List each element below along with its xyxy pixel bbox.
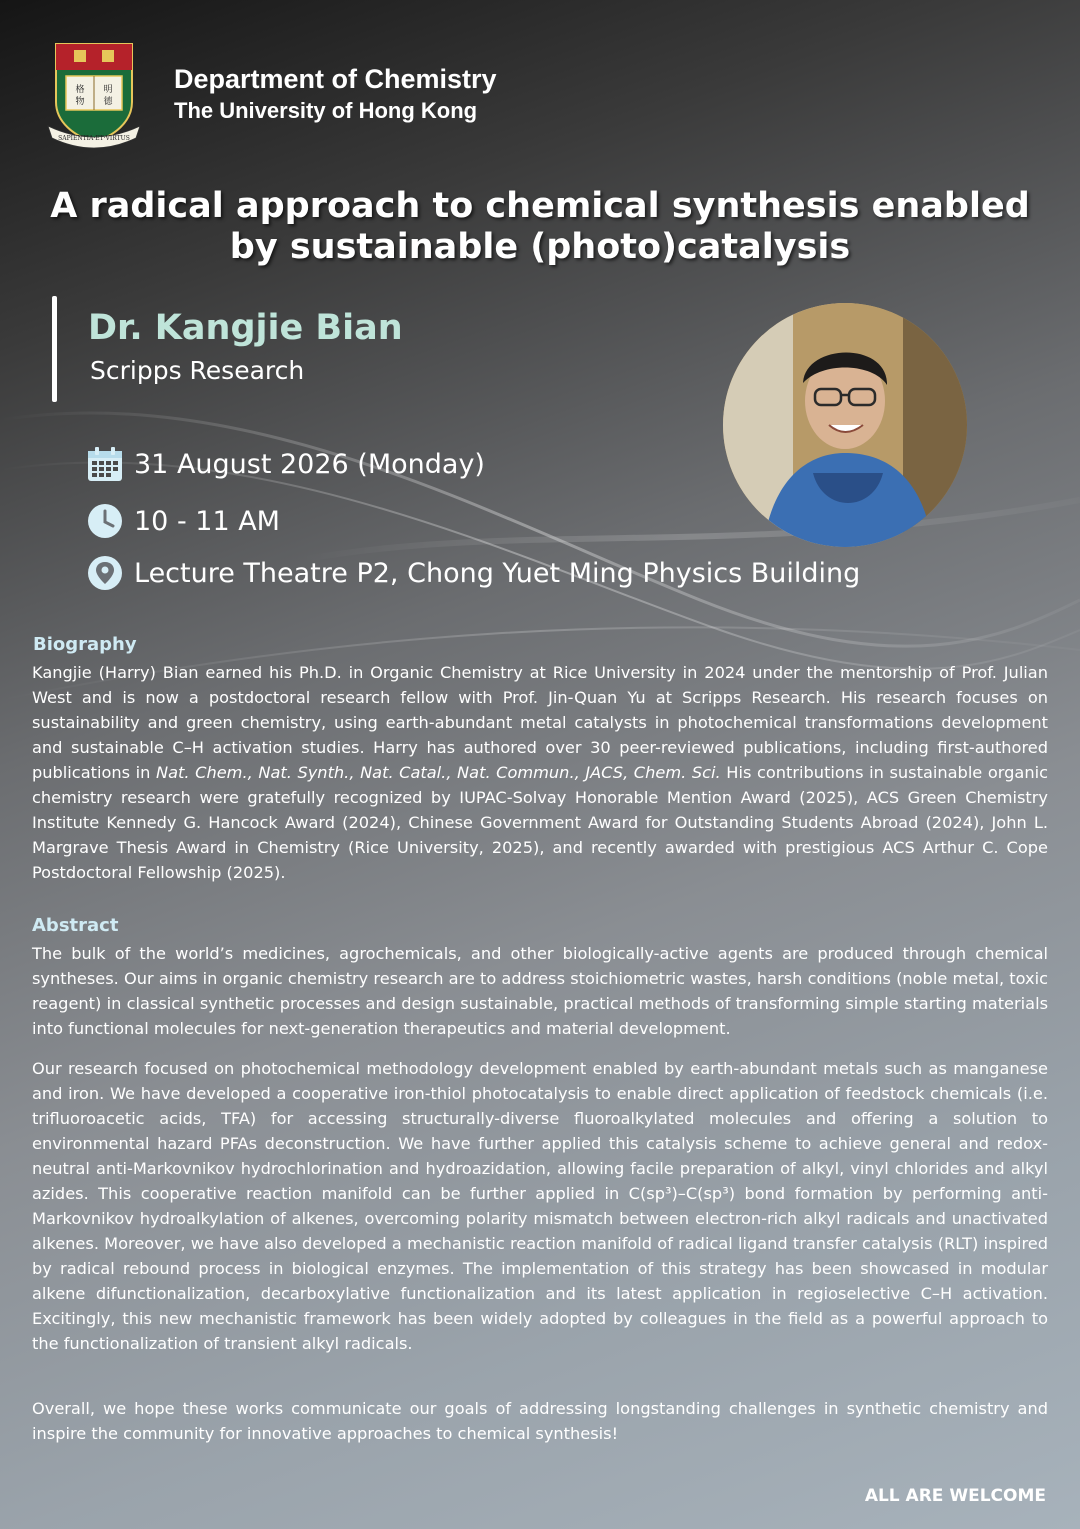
event-date-row xyxy=(86,445,485,483)
title-line-1: A radical approach to chemical synthesis enabled xyxy=(50,186,1030,226)
department-header xyxy=(174,62,497,126)
biography-part-1: Kangjie (Harry) Bian earned his Ph.D. in Organic Chemistry at Rice University in 2024 under the mentorship of Prof. Julian West and is now a postdoctoral research fellow with Prof. Jin-Quan Yu at Scripps Research. His research focuses on sustainability and green chemistry, using earth-abundant metal catalysts in photochemical transformations development and sustainable C–H activation studies. Harry has authored over 30 peer-reviewed publications, including first-authored publications in xyxy=(32,663,1048,782)
biography-text xyxy=(32,660,1048,885)
all-are-welcome: ALL ARE WELCOME xyxy=(864,1486,1046,1506)
svg-text:德: 德 xyxy=(103,97,113,107)
biography-heading: Biography xyxy=(33,634,137,655)
speaker-photo xyxy=(723,303,967,547)
hku-crest-logo xyxy=(44,40,144,150)
svg-text:格: 格 xyxy=(75,85,85,95)
biography-journals: Nat. Chem., Nat. Synth., Nat. Catal., Nat. Commun., JACS, Chem. Sci. xyxy=(156,763,721,782)
svg-text:物: 物 xyxy=(75,97,85,107)
speaker-affiliation: Scripps Research xyxy=(90,356,305,385)
abstract-paragraph-3: Overall, we hope these works communicate our goals of addressing longstanding challenges in synthetic chemistry and inspire the community for innovative approaches to chemical synthesis! xyxy=(32,1399,1048,1443)
biography-part-2: His contributions in sustainable organic chemistry research were gratefully recognized by IUPAC-Solvay Honorable Mention Award (2025), ACS Green Chemistry Institute Kennedy G. Hancock Award (2024), Chinese Government Award for Outstanding Students Abroad (2024), John L. Margrave Thesis Award in Chemistry (Rice University, 2025), and recently awarded with prestigious ACS Arthur C. Cope Postdoctoral Fellowship (2025). xyxy=(32,763,1048,882)
svg-text:明: 明 xyxy=(103,85,113,95)
event-time-row xyxy=(86,502,280,540)
speaker-name: Dr. Kangjie Bian xyxy=(88,308,403,348)
event-venue-row xyxy=(86,554,860,592)
calendar-icon xyxy=(86,445,124,483)
clock-icon xyxy=(86,502,124,540)
title-line-2: by sustainable (photo)catalysis xyxy=(229,227,851,267)
university-name: The University of Hong Kong xyxy=(174,98,478,123)
svg-text:SAPIENTIA·ET·VIRTUS: SAPIENTIA·ET·VIRTUS xyxy=(58,135,130,142)
event-time: 10 - 11 AM xyxy=(134,505,280,537)
department-name: Department of Chemistry xyxy=(174,64,497,94)
seminar-title xyxy=(30,186,1050,268)
speaker-accent-bar xyxy=(52,296,57,402)
abstract-heading: Abstract xyxy=(32,915,119,936)
event-date: 31 August 2026 (Monday) xyxy=(134,448,485,480)
event-venue: Lecture Theatre P2, Chong Yuet Ming Physics Building xyxy=(134,557,861,589)
abstract-paragraph-2: Our research focused on photochemical methodology development enabled by earth-abundant metals such as manganese and iron. We have developed a cooperative iron-thiol photocatalysis to enable direct application of feedstock chemicals (i.e. trifluoroacetic acids, TFA) for accessing structurally-diverse fluoroalkylated molecules and offering a solution to environmental hazard PFAs deconstruction. We have further applied this catalysis scheme to achieve general and redox-neutral anti-Markovnikov hydrochlorination and hydroazidation, allowing facile preparation of alkyl, vinyl chlorides and alkyl azides. This cooperative reaction manifold can be further applied in C(sp³)–C(sp³) bond formation by performing anti-Markovnikov hydroalkylation of alkenes, overcoming polarity mismatch between electron-rich alkyl radicals and unactivated alkenes. Moreover, we have also developed a mechanistic reaction manifold of radical ligand transfer catalysis (RLT) inspired by radical rebound process in biological enzymes. The implementation of this strategy has been showcased in modular alkene difunctionalization, decarboxylative functionalization and its latest application in regioselective C–H activation. Excitingly, this new mechanistic framework has been widely adopted by colleagues in the field as a powerful approach to the functionalization of transient alkyl radicals. xyxy=(32,1059,1048,1353)
location-pin-icon xyxy=(86,554,124,592)
abstract-paragraph-1: The bulk of the world’s medicines, agrochemicals, and other biologically-active agents are produced through chemical syntheses. Our aims in organic chemistry research are to address stoichiometric wastes, harsh conditions (noble metal, toxic reagent) in classical synthetic processes and design sustainable, practical methods of transforming simple starting materials into functional molecules for next-generation therapeutics and material development. xyxy=(32,944,1048,1038)
